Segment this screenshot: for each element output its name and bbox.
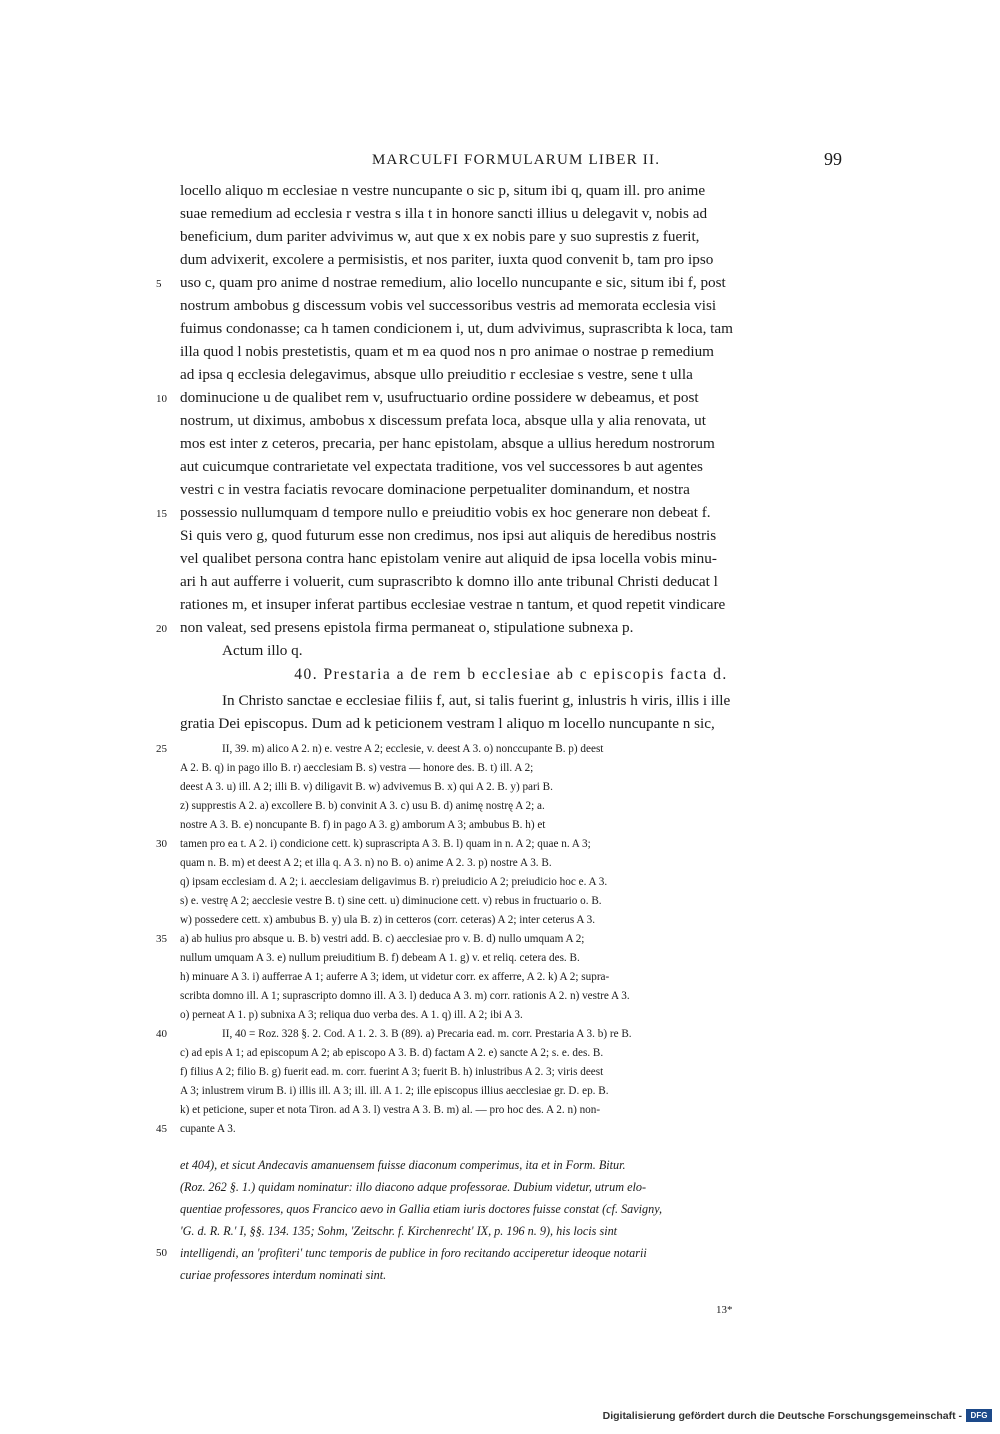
footnote-line: quam n. B. m) et deest A 2; et illa q. A 3. n) no B. o) anime A 2. 3. p) nostre A 3. B. <box>180 857 552 869</box>
footnote-line: nullum umquam A 3. e) nullum preiuditium B. f) debeam A 1. g) v. et reliq. cetera des. B. <box>180 952 580 964</box>
text-line: dum advixerit, excolere a permisistis, et nos pariter, iuxta quod convenit b, tam pro ipso <box>180 251 714 268</box>
text-line: suae remedium ad ecclesia r vestra s illa t in honore sancti illius u delegavit v, nobis ad <box>180 205 708 222</box>
footnote-line: II, 40 = Roz. 328 §. 2. Cod. A 1. 2. 3. B (89). a) Precaria ead. m. corr. Prestaria A 3. b) re B. <box>222 1028 632 1040</box>
text-line: ari h aut aufferre i voluerit, cum suprascribto k domno illo ante tribunal Christi deducat l <box>180 573 718 590</box>
footnote-line: tamen pro ea t. A 2. i) condicione cett. k) suprascripta A 3. B. l) quam in n. A 2; quae n. A 3; <box>180 838 591 850</box>
footnote-line: cupante A 3. <box>180 1123 236 1135</box>
line-number: 40 <box>156 1028 167 1040</box>
text-line: locello aliquo m ecclesiae n vestre nuncupante o sic p, situm ibi q, quam ill. pro anime <box>180 182 706 199</box>
line-number: 5 <box>156 278 162 290</box>
line-number: 10 <box>156 393 167 405</box>
footnote-line: z) supprestis A 2. a) excollere B. b) convinit A 3. c) usu B. d) animę nostrę A 2; a. <box>180 800 545 812</box>
digitization-text: Digitalisierung gefördert durch die Deutsche Forschungsgemeinschaft - <box>602 1409 962 1422</box>
note-line: et 404), et sicut Andecavis amanuensem fuisse diaconum comperimus, ita et in Form. Bitur. <box>180 1158 626 1172</box>
footnote-line: k) et peticione, super et nota Tiron. ad A 3. l) vestra A 3. B. m) al. — pro hoc des. A 2. n) non- <box>180 1104 601 1116</box>
text-line: Si quis vero g, quod futurum esse non credimus, nos ipsi aut aliquis de heredibus nostris <box>180 527 717 544</box>
text-line: beneficium, dum pariter advivimus w, aut que x ex nobis pare y suo suprestis z fuerit, <box>180 228 700 245</box>
footnote-line: q) ipsam ecclesiam d. A 2; i. aecclesiam deligavimus B. r) preiudicio A 2; preiudicio hoc e. A 3. <box>180 876 608 888</box>
running-title: MARCULFI FORMULARUM LIBER II. <box>372 152 661 168</box>
text-line: dominucione u de qualibet rem v, usufructuario ordine possidere w debeamus, et post <box>180 389 699 406</box>
note-line: 'G. d. R. R.' I, §§. 134. 135; Sohm, 'Zeitschr. f. Kirchenrecht' IX, p. 196 n. 9), his locis sint <box>180 1224 618 1238</box>
footnote-line: deest A 3. u) ill. A 2; illi B. v) diligavit B. w) advivemus B. x) qui A 2. B. y) pari B. <box>180 781 553 793</box>
digitization-credit <box>603 1409 992 1422</box>
line-number: 25 <box>156 743 167 755</box>
footnote-line: h) minuare A 3. i) aufferrae A 1; auferre A 3; idem, ut videtur corr. ex afferre, A 2. k) A 2; supra- <box>180 971 610 983</box>
text-line: possessio nullumquam d tempore nullo e preiuditio vobis ex hoc generare non debeat f. <box>180 504 711 521</box>
footnote-line: o) perneat A 1. p) subnixa A 3; reliqua duo verba des. A 1. q) ill. A 2; ibi A 3. <box>180 1009 523 1021</box>
text-line: gratia Dei episcopus. Dum ad k peticionem vestram l aliquo m locello nuncupante n sic, <box>180 715 715 732</box>
text-line: nostrum ambobus g discessum vobis vel successoribus vestris ad memorata ecclesia visi <box>180 297 717 314</box>
line-number: 35 <box>156 933 167 945</box>
text-line: vestri c in vestra faciatis revocare dominacione perpetualiter dominandum, et nostra <box>180 481 690 498</box>
note-line: intelligendi, an 'profiteri' tunc temporis de publice in foro recitando acciperetur ideoque notarii <box>180 1246 647 1260</box>
text-line: illa quod l nobis prestetistis, quam et m ea quod nos n pro animae o nostrae p remedium <box>180 343 714 360</box>
note-line: curiae professores interdum nominati sint. <box>180 1268 387 1282</box>
footnote-line: A 3; inlustrem virum B. i) illis ill. A 3; ill. ill. A 1. 2; ille episcopus illius aecclesiae gr. D. ep. B. <box>180 1085 609 1097</box>
text-line: uso c, quam pro anime d nostrae remedium, alio locello nuncupante e sic, situm ibi f, post <box>180 274 726 291</box>
text-line: aut cuicumque contrarietate vel expectata traditione, vos vel successores b aut agentes <box>180 458 703 475</box>
footnote-line: f) filius A 2; filio B. g) fuerit ead. m. corr. fuerint A 3; fuerit B. h) inlustribus A 2. 3; viris deest <box>180 1066 604 1078</box>
line-number: 15 <box>156 508 167 520</box>
dfg-logo: DFG <box>966 1409 992 1422</box>
text-line: Actum illo q. <box>222 642 303 659</box>
line-number: 30 <box>156 838 167 850</box>
page-header <box>180 149 842 172</box>
text-line: non valeat, sed presens epistola firma permaneat o, stipulatione subnexa p. <box>180 619 634 636</box>
footnote-line: nostre A 3. B. e) noncupante B. f) in pago A 3. g) amborum A 3; ambubus B. h) et <box>180 819 546 831</box>
footnote-line: II, 39. m) alico A 2. n) e. vestre A 2; ecclesie, v. deest A 3. o) nonccupante B. p) deest <box>222 743 604 755</box>
line-number: 50 <box>156 1247 167 1259</box>
text-line: In Christo sanctae e ecclesiae filiis f, aut, si talis fuerint g, inlustris h viris, illis i ille <box>222 692 731 709</box>
footnote-line: a) ab hulius pro absque u. B. b) vestri add. B. c) aecclesiae pro v. B. d) nullo umquam A 2; <box>180 933 585 945</box>
text-line: nostrum, ut diximus, ambobus x discessum prefata loca, absque ulla y alia renovata, ut <box>180 412 706 429</box>
text-line: fuimus condonasse; ca h tamen condicionem i, ut, dum advivimus, suprascribta k loca, tam <box>180 320 733 337</box>
text-line: mos est inter z ceteros, precaria, per hanc epistolam, absque a ullius heredum nostrorum <box>180 435 715 452</box>
signature-mark: 13* <box>716 1304 733 1316</box>
text-line: ad ipsa q ecclesia delegavimus, absque ullo preiuditio r ecclesiae s vestre, sene t ulla <box>180 366 693 383</box>
footnote-line: A 2. B. q) in pago illo B. r) aecclesiam B. s) vestra — honore des. B. t) ill. A 2; <box>180 762 534 774</box>
note-line: quentiae professores, quos Francico aevo in Gallia etiam iuris doctores fuisse constat (cf. Savigny, <box>180 1202 663 1216</box>
footnote-line: scribta domno ill. A 1; suprascripto domno ill. A 3. l) deduca A 3. m) corr. rationis A 2. n) vestre A 3. <box>180 990 630 1002</box>
footnote-line: s) e. vestrę A 2; aecclesie vestre B. t) sine cett. u) diminucione cett. v) rebus in fructuario o. B. <box>180 895 602 907</box>
footnote-line: c) ad epis A 1; ad episcopum A 2; ab episcopo A 3. B. d) factam A 2. e) sancte A 2; s. e. des. B. <box>180 1047 604 1059</box>
line-number: 20 <box>156 623 167 635</box>
page-number: 99 <box>824 149 842 169</box>
line-number: 45 <box>156 1123 167 1135</box>
text-line: rationes m, et insuper inferat partibus ecclesiae vestrae n tantum, et quod repetit vindicare <box>180 596 726 613</box>
section-heading: 40. Prestaria a de rem b ecclesiae ab c episcopis facta d. <box>294 666 728 683</box>
note-line: (Roz. 262 §. 1.) quidam nominatur: illo diacono adque professorae. Dubium videtur, utrum elo- <box>180 1180 647 1194</box>
footnote-line: w) possedere cett. x) ambubus B. y) ula B. z) in cetteros (corr. ceteras) A 2; inter ceterus A 3. <box>180 914 596 926</box>
text-line: vel qualibet persona contra hanc epistolam venire aut aliquid de ipsa locella vobis minu- <box>180 550 717 567</box>
